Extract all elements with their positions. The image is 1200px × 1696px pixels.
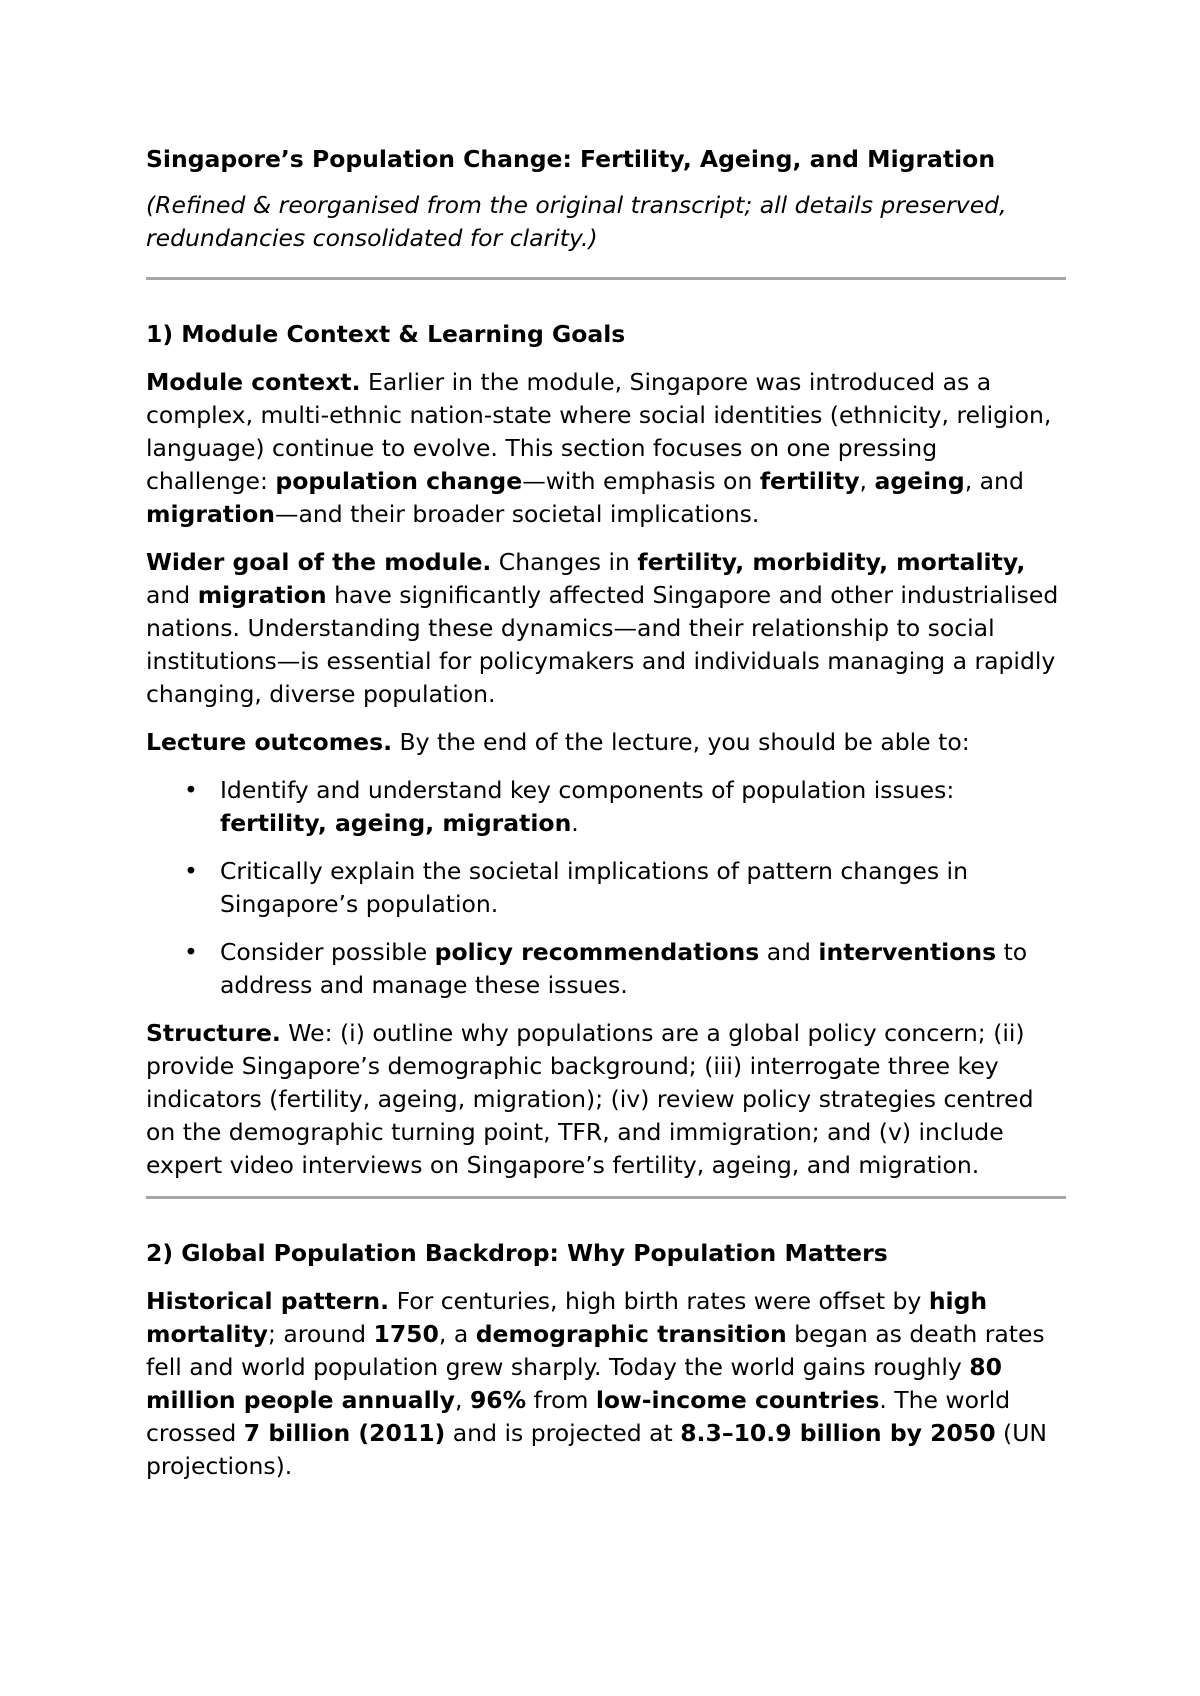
document-subtitle: (Refined & reorganised from the original transcript; all details preserved, redundancies consolidated for clarity.) xyxy=(146,191,1007,252)
bullet-icon: • xyxy=(184,776,198,804)
module-context-paragraph xyxy=(146,366,1066,531)
list-item xyxy=(146,936,1066,1002)
emphasis-text: demographic transition xyxy=(475,1320,787,1348)
section-divider xyxy=(146,1196,1066,1199)
paragraph-text: have significantly affected Singapore and other industrialised nations. Understanding these dynamics—and their relationship to social institutions—is essential for policymakers and individuals managing a rapidly changing, diverse population. xyxy=(146,581,1059,708)
emphasis-text: low-income countries xyxy=(595,1386,880,1414)
historical-pattern-paragraph xyxy=(146,1285,1066,1483)
emphasis-text: fertility, morbidity, mortality, xyxy=(637,548,1026,576)
paragraph-text: By the end of the lecture, you should be able to: xyxy=(392,728,970,756)
paragraph-text: , xyxy=(859,467,875,495)
section-heading: 2) Global Population Backdrop: Why Population Matters xyxy=(146,1239,888,1267)
paragraph-text: . The world crossed xyxy=(146,1386,1011,1447)
list-item xyxy=(146,855,1066,921)
section-1 xyxy=(146,318,1066,1182)
paragraph-text: and xyxy=(146,581,198,609)
paragraph-text: and is projected at xyxy=(445,1419,681,1447)
paragraph-label: Module context. xyxy=(146,368,361,396)
structure-paragraph xyxy=(146,1017,1066,1182)
list-item-text: to address and manage these issues. xyxy=(220,938,1028,999)
paragraph-text: For centuries, high birth rates were offset by xyxy=(389,1287,929,1315)
emphasis-text: 8.3–10.9 billion by 2050 xyxy=(680,1419,996,1447)
section-divider xyxy=(146,277,1066,280)
emphasis-text: policy recommendations xyxy=(434,938,760,966)
paragraph-text: (UN projections). xyxy=(146,1419,1047,1480)
paragraph-text: We: (i) outline why populations are a global policy concern; (ii) provide Singapore’s demographic background; (iii) interrogate three key indicators (fertility, ageing, migration); (iv) review policy strategies centred on the demographic turning point, TFR, and immigration; and (v) include expert video interviews on Singapore’s fertility, ageing, and migration. xyxy=(146,1019,1034,1179)
list-item-text: and xyxy=(759,938,819,966)
list-item xyxy=(146,774,1066,840)
emphasis-text: fertility xyxy=(759,467,860,495)
paragraph-label: Lecture outcomes. xyxy=(146,728,393,756)
list-item-text: Consider possible xyxy=(220,938,435,966)
emphasis-text: fertility, ageing, migration xyxy=(220,809,572,837)
paragraph-label: Historical pattern. xyxy=(146,1287,390,1315)
emphasis-text: ageing xyxy=(874,467,965,495)
emphasis-text: high mortality xyxy=(146,1287,988,1348)
emphasis-text: migration xyxy=(197,581,327,609)
paragraph-text: began as death rates fell and world population grew sharply. Today the world gains roughly xyxy=(146,1320,1045,1381)
paragraph-label: Structure. xyxy=(146,1019,281,1047)
emphasis-text: population change xyxy=(275,467,523,495)
emphasis-text: 96% xyxy=(469,1386,527,1414)
document-page xyxy=(146,143,1066,1483)
paragraph-text: ; around xyxy=(267,1320,374,1348)
paragraph-text: , and xyxy=(964,467,1024,495)
paragraph-text: —with emphasis on xyxy=(522,467,760,495)
paragraph-label: Wider goal of the module. xyxy=(146,548,492,576)
paragraph-text: , xyxy=(455,1386,470,1414)
paragraph-text: Changes in xyxy=(491,548,638,576)
lecture-outcomes-paragraph xyxy=(146,726,1066,759)
document-title: Singapore’s Population Change: Fertility, Ageing, and Migration xyxy=(146,145,996,173)
bullet-icon: • xyxy=(184,857,198,885)
section-2 xyxy=(146,1237,1066,1483)
emphasis-text: interventions xyxy=(818,938,997,966)
bullet-icon: • xyxy=(184,938,198,966)
wider-goal-paragraph xyxy=(146,546,1066,711)
paragraph-text: —and their broader societal implications. xyxy=(274,500,760,528)
list-item-text: . xyxy=(571,809,579,837)
outcomes-list xyxy=(146,774,1066,1002)
emphasis-text: 1750 xyxy=(373,1320,439,1348)
emphasis-text: migration xyxy=(146,500,275,528)
list-item-text: Critically explain the societal implications of pattern changes in Singapore’s population. xyxy=(220,857,968,918)
list-item-text: Identify and understand key components of population issues: xyxy=(220,776,955,804)
emphasis-text: 7 billion (2011) xyxy=(243,1419,446,1447)
paragraph-text: , a xyxy=(438,1320,476,1348)
paragraph-text: Earlier in the module, Singapore was introduced as a complex, multi-ethnic nation-state where social identities (ethnicity, religion, language) continue to evolve. This section focuses on one pressing challenge: xyxy=(146,368,1052,495)
emphasis-text: 80 million people annually xyxy=(146,1353,1002,1414)
section-heading: 1) Module Context & Learning Goals xyxy=(146,320,626,348)
paragraph-text: from xyxy=(526,1386,596,1414)
